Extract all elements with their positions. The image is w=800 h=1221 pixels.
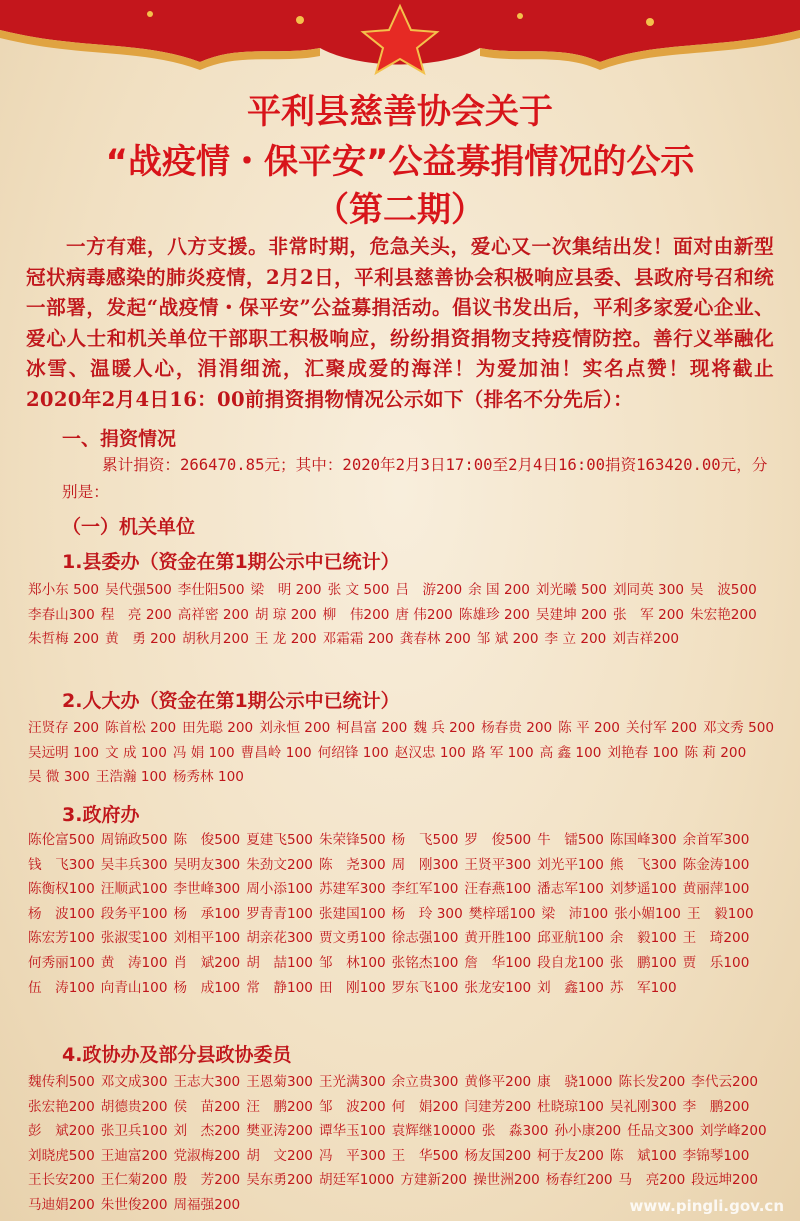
- donor-entry: 闫建芳200: [464, 1098, 532, 1115]
- intro-paragraph: 一方有难，八方支援。非常时期，危急关头，爱心又一次集结出发！面对由新型冠状病毒感染的肺炎疫情，2月2日，平利县慈善协会积极响应县委、县政府号召和统一部署，发起“战疫情・保平安”公益募捐活动。倡议书发出后，平利多家爱心企业、爱心人士和机关单位干部职工积极响应，纷纷捐资捐物支持疫情防控。善行义举融化冰雪、温暖人心，涓涓细流，汇聚成爱的海洋！为爱加油！实名点赞！现将截止2020年2月4日16：00前捐资捐物情况公示如下（排名不分先后）：: [26, 235, 774, 411]
- donor-entry: 何 娟200: [391, 1098, 459, 1115]
- donor-entry: 徐志强100: [391, 930, 459, 947]
- donor-entry: 田先聪 200: [182, 720, 254, 736]
- donor-entry: 张小媚100: [614, 905, 681, 922]
- donor-entry: 吴 波500: [690, 582, 757, 598]
- donor-entry: 张 文 500: [327, 582, 390, 598]
- donor-list-cppcc-office: [28, 1070, 788, 1218]
- donor-entry: 张卫兵100: [100, 1123, 168, 1140]
- donor-entry: 樊梓瑶100: [468, 905, 536, 922]
- donor-entry: 彭 斌200: [28, 1123, 95, 1140]
- donor-entry: 王长安200: [28, 1172, 95, 1189]
- donor-entry: 王浩瀚 100: [95, 769, 167, 786]
- donor-entry: 陈 平 200: [558, 720, 620, 736]
- donor-entry: 陈 莉 200: [684, 744, 747, 761]
- donor-entry: 夏建飞500: [246, 832, 313, 848]
- donor-entry: 吴远明 100: [28, 744, 100, 761]
- donor-entry: 陈 斌100: [609, 1147, 677, 1164]
- donor-entry: 陈 俊500: [173, 832, 241, 848]
- donor-entry: 杜晓琼100: [537, 1098, 604, 1115]
- donor-entry: 王 龙 200: [254, 631, 317, 648]
- group-title-cppcc-office: 4.政协办及部分县政协委员: [62, 1044, 292, 1066]
- donor-entry: 郑小东 500: [28, 582, 100, 598]
- donor-entry: 操世洲200: [473, 1172, 540, 1189]
- donor-entry: 朱荣锋500: [318, 832, 386, 848]
- donor-entry: 唐 伟200: [395, 606, 453, 623]
- donor-entry: 苏建军300: [318, 881, 386, 898]
- donor-entry: 邱亚航100: [537, 930, 604, 947]
- title-line-2: “战疫情・保平安”公益募捐情况的公示: [105, 142, 695, 182]
- donor-entry: 高 鑫 100: [539, 744, 602, 761]
- donor-entry: 曹昌岭 100: [240, 744, 312, 761]
- donor-entry: 吕 游200: [395, 582, 463, 598]
- donor-entry: 李红军100: [391, 881, 459, 898]
- donor-entry: 柯昌富 200: [336, 720, 408, 736]
- donor-entry: 黄 涛100: [100, 954, 168, 971]
- donor-entry: 吴 微 300: [28, 769, 90, 786]
- donor-entry: 何绍锋 100: [317, 744, 389, 761]
- donor-entry: 张建国100: [318, 905, 386, 922]
- donor-entry: 陈宏芳100: [28, 930, 95, 947]
- donor-entry: 杨 承100: [173, 905, 241, 922]
- donor-entry: 段远坤200: [691, 1172, 758, 1189]
- donor-entry: 孙小康200: [554, 1123, 622, 1140]
- donor-entry: 李锦琴100: [682, 1147, 750, 1164]
- donor-entry: 刘 鑫100: [537, 979, 604, 996]
- donor-entry: 樊亚涛200: [246, 1123, 313, 1140]
- donor-entry: 吴东勇200: [246, 1172, 313, 1189]
- donor-entry: 王 毅100: [686, 905, 754, 922]
- donor-entry: 陈雄珍 200: [458, 606, 530, 623]
- donor-entry: 陈长发200: [618, 1074, 686, 1090]
- donor-entry: 朱宏艳200: [690, 606, 757, 623]
- donor-entry: 周小添100: [246, 881, 313, 898]
- donor-entry: 常 静100: [246, 979, 313, 996]
- donor-entry: 吴代强500: [105, 582, 172, 598]
- donor-entry: 汪 鹏200: [246, 1098, 313, 1115]
- donor-entry: 龚春林 200: [399, 631, 471, 648]
- donor-entry: 王恩菊300: [246, 1074, 313, 1090]
- group-title-peoples-congress: 2.人大办（资金在第1期公示中已统计）: [62, 690, 400, 712]
- donor-entry: 吴明友300: [173, 856, 241, 873]
- donor-entry: 朱哲梅 200: [28, 631, 100, 648]
- donor-entry: 钱 飞300: [28, 856, 95, 873]
- donor-entry: 刘相平100: [173, 930, 241, 947]
- donor-entry: 张宏艳200: [28, 1098, 95, 1115]
- donor-entry: 马 亮200: [618, 1172, 686, 1189]
- donor-entry: 贾 乐100: [682, 954, 750, 971]
- donor-entry: 杨 飞500: [391, 832, 459, 848]
- donor-entry: 余 国 200: [468, 582, 530, 598]
- donor-entry: 汪顺武100: [100, 881, 168, 898]
- donor-entry: 梁 明 200: [250, 582, 322, 598]
- donor-entry: 杨 玲 300: [391, 905, 463, 922]
- donor-entry: 李代云200: [691, 1074, 758, 1090]
- donor-entry: 吴礼刚300: [609, 1098, 677, 1115]
- donor-entry: 胡 喆100: [246, 954, 313, 971]
- donor-entry: 张龙安100: [464, 979, 532, 996]
- donor-entry: 冯 娟 100: [172, 744, 235, 761]
- donor-entry: 刘同英 300: [612, 582, 685, 598]
- donor-entry: 方建新200: [400, 1172, 468, 1189]
- watermark-text: www.pingli.gov.cn: [629, 1197, 784, 1215]
- donor-entry: 胡德贵200: [100, 1098, 168, 1115]
- group-title-government-office: 3.政府办: [62, 804, 140, 826]
- donor-entry: 文 成 100: [105, 744, 167, 761]
- donor-entry: 侯 苗200: [173, 1098, 241, 1115]
- donor-entry: 路 军 100: [471, 744, 534, 761]
- donor-entry: 黄修平200: [464, 1074, 532, 1090]
- group-title-county-committee: 1.县委办（资金在第1期公示中已统计）: [62, 551, 400, 573]
- donor-entry: 陈伦富500: [28, 832, 95, 848]
- donor-entry: 陈金涛100: [682, 856, 750, 873]
- donor-entry: 何秀丽100: [28, 954, 95, 971]
- donor-entry: 罗东飞100: [391, 979, 459, 996]
- donor-entry: 殷 芳200: [173, 1172, 241, 1189]
- donor-entry: 马迪娟200: [28, 1196, 95, 1213]
- donor-entry: 王 琦200: [682, 930, 750, 947]
- donor-entry: 柯于友200: [537, 1147, 604, 1164]
- donor-entry: 关付军 200: [625, 720, 697, 736]
- donor-entry: 李春山300: [28, 606, 95, 623]
- donor-entry: 刘光曦 500: [535, 582, 607, 598]
- donor-entry: 周锦政500: [100, 832, 168, 848]
- donor-entry: 刘晓虎500: [28, 1147, 95, 1164]
- donor-entry: 段务平100: [100, 905, 168, 922]
- donor-entry: 李 鹏200: [682, 1098, 750, 1115]
- donor-entry: 李世峰300: [173, 881, 241, 898]
- donor-list-peoples-congress: [28, 716, 788, 790]
- donor-entry: 陈 尧300: [318, 856, 386, 873]
- donor-entry: 张 鹏100: [609, 954, 677, 971]
- section-heading-donations: 一、捐资情况: [62, 428, 177, 450]
- donor-entry: 潘志军100: [537, 881, 604, 898]
- donor-entry: 邹 林100: [318, 954, 386, 971]
- donor-entry: 胡 文200: [246, 1147, 313, 1164]
- donor-entry: 任品文300: [627, 1123, 694, 1140]
- donor-entry: 向青山100: [100, 979, 168, 996]
- donor-entry: 党淑梅200: [173, 1147, 241, 1164]
- donor-entry: 魏 兵 200: [413, 720, 476, 736]
- donor-entry: 张铭杰100: [391, 954, 459, 971]
- subsection-heading-agencies: （一）机关单位: [62, 516, 196, 538]
- donor-entry: 谭华玉100: [318, 1123, 386, 1140]
- donor-entry: 陈国峰300: [609, 832, 677, 848]
- donor-entry: 邹 斌 200: [476, 631, 539, 648]
- donor-entry: 李仕阳500: [177, 582, 245, 598]
- donor-entry: 周 刚300: [391, 856, 459, 873]
- donor-entry: 黄开胜100: [464, 930, 532, 947]
- donor-entry: 汪春燕100: [464, 881, 532, 898]
- donor-entry: 梁 沛100: [541, 905, 609, 922]
- donor-entry: 伍 涛100: [28, 979, 95, 996]
- donor-entry: 刘吉祥200: [612, 631, 680, 648]
- donor-entry: 吴丰兵300: [100, 856, 168, 873]
- donor-entry: 王志大300: [173, 1074, 241, 1090]
- donor-entry: 袁辉继10000: [391, 1123, 476, 1140]
- total-donation-text: 累计捐资：266470.85元；其中：2020年2月3日17:00至2月4日16:00捐资163420.00元，分别是：: [62, 456, 768, 501]
- donor-entry: 熊 飞300: [609, 856, 677, 873]
- donor-entry: 汪贤存 200: [28, 720, 100, 736]
- donor-entry: 黄 勇 200: [105, 631, 177, 648]
- donor-entry: 李 立 200: [544, 631, 607, 648]
- donor-entry: 陈首松 200: [105, 720, 177, 736]
- title-line-3: （第二期）: [315, 190, 485, 230]
- title-line-1: 平利县慈善协会关于: [247, 92, 553, 132]
- donor-entry: 冯 平300: [318, 1147, 386, 1164]
- donor-entry: 高祥密 200: [177, 606, 249, 623]
- donor-entry: 杨 成100: [173, 979, 241, 996]
- donor-entry: 杨 波100: [28, 905, 95, 922]
- donor-entry: 刘梦遥100: [609, 881, 677, 898]
- donor-entry: 肖 斌200: [173, 954, 241, 971]
- donor-entry: 余首军300: [682, 832, 750, 848]
- donor-entry: 邹 波200: [318, 1098, 386, 1115]
- donor-entry: 邓霜霜 200: [322, 631, 394, 648]
- donor-entry: 张 淼300: [481, 1123, 549, 1140]
- donor-entry: 康 骁1000: [537, 1074, 613, 1090]
- donor-list-county-committee: [28, 578, 788, 652]
- donor-entry: 周福强200: [173, 1196, 241, 1213]
- donor-list-government-office: [28, 828, 788, 1000]
- donor-entry: 刘学峰200: [699, 1123, 767, 1140]
- donor-entry: 朱劲文200: [246, 856, 313, 873]
- donor-entry: 张 军 200: [612, 606, 685, 623]
- donor-entry: 罗青青100: [246, 905, 313, 922]
- donor-entry: 朱世俊200: [100, 1196, 168, 1213]
- donor-entry: 贾文勇100: [318, 930, 386, 947]
- donor-entry: 杨友国200: [464, 1147, 532, 1164]
- donor-entry: 牛 镭500: [537, 832, 604, 848]
- donor-entry: 魏传利500: [28, 1074, 95, 1090]
- donor-entry: 王贤平300: [464, 856, 532, 873]
- donor-entry: 胡 琼 200: [254, 606, 317, 623]
- donor-entry: 陈衡权100: [28, 881, 95, 898]
- donor-entry: 刘光平100: [537, 856, 604, 873]
- donor-entry: 张淑雯100: [100, 930, 168, 947]
- donor-entry: 程 亮 200: [100, 606, 172, 623]
- donor-entry: 邓文成300: [100, 1074, 168, 1090]
- donor-entry: 刘艳春 100: [607, 744, 679, 761]
- donor-entry: 余 毅100: [609, 930, 677, 947]
- donor-entry: 杨春贵 200: [481, 720, 553, 736]
- donor-entry: 王光满300: [318, 1074, 386, 1090]
- donor-entry: 田 刚100: [318, 979, 386, 996]
- donor-entry: 詹 华100: [464, 954, 532, 971]
- donor-entry: 黄丽萍100: [682, 881, 750, 898]
- donor-entry: 杨秀林 100: [172, 769, 244, 786]
- donor-entry: 罗 俊500: [464, 832, 532, 848]
- donor-entry: 胡亲花300: [246, 930, 313, 947]
- donor-entry: 王迪富200: [100, 1147, 168, 1164]
- donor-entry: 赵汉忠 100: [394, 744, 466, 761]
- donor-entry: 余立贵300: [391, 1074, 459, 1090]
- donor-entry: 杨春红200: [545, 1172, 613, 1189]
- donor-entry: 柳 伟200: [322, 606, 390, 623]
- donor-entry: 王仁菊200: [100, 1172, 168, 1189]
- donor-entry: 胡廷军1000: [318, 1172, 395, 1189]
- donor-entry: 刘永恒 200: [259, 720, 331, 736]
- donor-entry: 吴建坤 200: [535, 606, 607, 623]
- donor-entry: 段自龙100: [537, 954, 604, 971]
- donor-entry: 苏 军100: [609, 979, 677, 996]
- donor-entry: 刘 杰200: [173, 1123, 241, 1140]
- donor-entry: 邓文秀 500: [703, 720, 775, 736]
- donor-entry: 王 华500: [391, 1147, 459, 1164]
- donor-entry: 胡秋月200: [182, 631, 249, 648]
